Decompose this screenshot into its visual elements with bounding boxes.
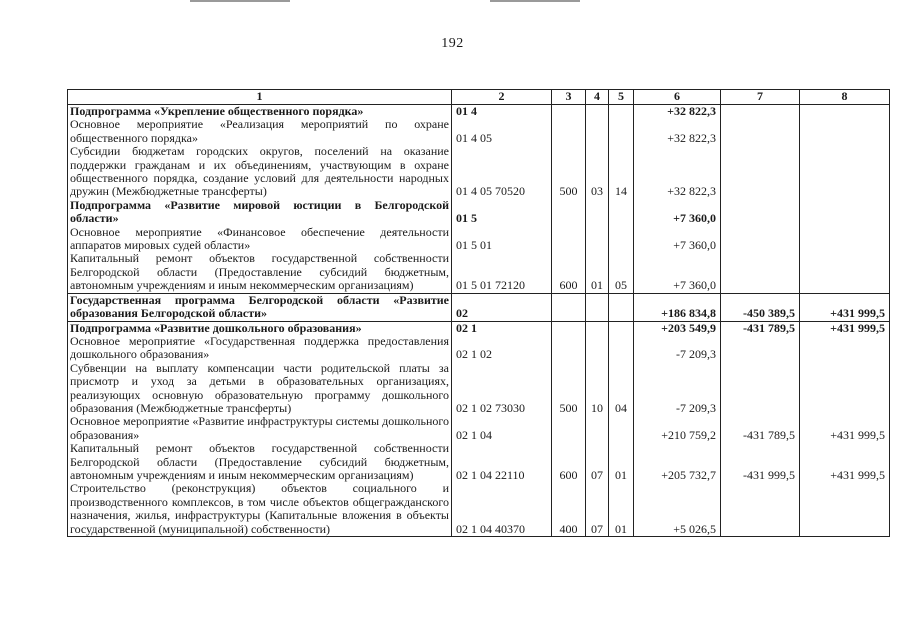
row-section: 03: [586, 145, 609, 199]
row-section: [586, 415, 609, 442]
row-amount-col8: [800, 362, 890, 416]
table-row: [68, 252, 890, 293]
row-section: 07: [586, 442, 609, 482]
row-amount-col6: +210 759,2: [634, 415, 721, 442]
table-header-row: [68, 90, 890, 105]
row-code: 01 5 01: [452, 226, 552, 253]
row-amount-col6: +5 026,5: [634, 482, 721, 536]
row-subsection: 01: [609, 442, 634, 482]
row-code: 01 4 05: [452, 118, 552, 145]
table-row: [68, 145, 890, 199]
row-code: 02 1 02: [452, 335, 552, 362]
row-amount-col8: +431 999,5: [800, 321, 890, 335]
table-body: [68, 105, 890, 537]
row-section: 10: [586, 362, 609, 416]
row-section: [586, 226, 609, 253]
row-amount-col7: [721, 226, 800, 253]
row-expense-type: 400: [552, 482, 586, 536]
column-header: 7: [721, 90, 800, 105]
row-amount-col8: [800, 199, 890, 226]
row-amount-col8: [800, 482, 890, 536]
row-expense-type: [552, 118, 586, 145]
column-header: 5: [609, 90, 634, 105]
row-amount-col6: -7 209,3: [634, 335, 721, 362]
row-amount-col7: [721, 105, 800, 119]
row-name: Основное мероприятие «Финансовое обеспечение деятельности аппаратов мировых судей области»: [68, 226, 452, 253]
row-expense-type: [552, 321, 586, 335]
row-amount-col8: +431 999,5: [800, 415, 890, 442]
row-section: 07: [586, 482, 609, 536]
row-code: 01 4: [452, 105, 552, 119]
row-name: Субсидии бюджетам городских округов, поселений на оказание поддержки гражданам и их объединениям, участвующим в охране общественного порядка, создание условий для деятельности народных дружин (Межбюджетные трансферты): [68, 145, 452, 199]
row-expense-type: [552, 335, 586, 362]
row-amount-col7: -431 789,5: [721, 321, 800, 335]
column-header: 8: [800, 90, 890, 105]
row-expense-type: [552, 226, 586, 253]
column-header: 2: [452, 90, 552, 105]
row-expense-type: [552, 415, 586, 442]
row-expense-type: [552, 199, 586, 226]
row-amount-col8: [800, 118, 890, 145]
row-expense-type: 500: [552, 362, 586, 416]
row-subsection: [609, 293, 634, 321]
row-expense-type: [552, 105, 586, 119]
row-amount-col6: +7 360,0: [634, 226, 721, 253]
row-amount-col8: [800, 335, 890, 362]
row-amount-col6: +7 360,0: [634, 252, 721, 293]
row-subsection: 05: [609, 252, 634, 293]
column-header: 3: [552, 90, 586, 105]
row-section: 01: [586, 252, 609, 293]
row-code: 01 5 01 72120: [452, 252, 552, 293]
row-amount-col7: [721, 335, 800, 362]
row-amount-col6: +203 549,9: [634, 321, 721, 335]
row-name: Подпрограмма «Развитие мировой юстиции в Белгородской области»: [68, 199, 452, 226]
table-row: [68, 415, 890, 442]
row-subsection: [609, 415, 634, 442]
table-row: [68, 118, 890, 145]
row-amount-col7: [721, 362, 800, 416]
row-name: Строительство (реконструкция) объектов социального и производственного комплексов, в том числе объектов общегражданского назначения, жилья, инфраструктуры (Капитальные вложения в объекты государственной (муниципальной) собственности): [68, 482, 452, 536]
row-name: Подпрограмма «Развитие дошкольного образования»: [68, 321, 452, 335]
row-subsection: [609, 226, 634, 253]
row-amount-col8: [800, 252, 890, 293]
column-header: 6: [634, 90, 721, 105]
row-code: 01 4 05 70520: [452, 145, 552, 199]
row-subsection: [609, 105, 634, 119]
row-name: Капитальный ремонт объектов государственной собственности Белгородской области (Предоставление субсидий бюджетным, автономным учреждениям и иным некоммерческим организациям): [68, 442, 452, 482]
row-name: Субвенции на выплату компенсации части родительской платы за присмотр и уход за детьми в образовательных организациях, реализующих основную образовательную программу дошкольного образования (Межбюджетные трансферты): [68, 362, 452, 416]
row-subsection: 14: [609, 145, 634, 199]
row-amount-col7: [721, 118, 800, 145]
top-edge-line-left: [190, 0, 290, 2]
row-section: [586, 105, 609, 119]
row-subsection: 04: [609, 362, 634, 416]
table-row: [68, 105, 890, 119]
row-section: [586, 335, 609, 362]
row-amount-col8: [800, 145, 890, 199]
row-amount-col8: +431 999,5: [800, 293, 890, 321]
row-amount-col6: +205 732,7: [634, 442, 721, 482]
row-amount-col7: [721, 145, 800, 199]
row-amount-col6: +32 822,3: [634, 105, 721, 119]
row-name: Подпрограмма «Укрепление общественного порядка»: [68, 105, 452, 119]
row-expense-type: [552, 293, 586, 321]
row-code: 02: [452, 293, 552, 321]
row-amount-col7: [721, 252, 800, 293]
row-amount-col8: [800, 105, 890, 119]
row-subsection: [609, 335, 634, 362]
row-subsection: [609, 118, 634, 145]
row-code: 02 1 02 73030: [452, 362, 552, 416]
row-amount-col7: [721, 199, 800, 226]
row-amount-col6: +7 360,0: [634, 199, 721, 226]
row-subsection: [609, 321, 634, 335]
row-code: 02 1 04 22110: [452, 442, 552, 482]
row-section: [586, 293, 609, 321]
row-amount-col8: [800, 226, 890, 253]
row-code: 02 1 04 40370: [452, 482, 552, 536]
row-expense-type: 500: [552, 145, 586, 199]
top-edge-line-right: [490, 0, 580, 2]
column-header: 1: [68, 90, 452, 105]
row-code: 02 1 04: [452, 415, 552, 442]
row-amount-col7: [721, 482, 800, 536]
budget-table: [67, 89, 890, 537]
row-name: Государственная программа Белгородской области «Развитие образования Белгородской области»: [68, 293, 452, 321]
row-amount-col6: +32 822,3: [634, 118, 721, 145]
row-expense-type: 600: [552, 252, 586, 293]
row-expense-type: 600: [552, 442, 586, 482]
row-section: [586, 118, 609, 145]
row-amount-col7: -431 999,5: [721, 442, 800, 482]
row-amount-col7: -431 789,5: [721, 415, 800, 442]
row-name: Капитальный ремонт объектов государственной собственности Белгородской области (Предоставление субсидий бюджетным, автономным учреждениям и иным некоммерческим организациям): [68, 252, 452, 293]
row-subsection: [609, 199, 634, 226]
table-row: [68, 293, 890, 321]
row-amount-col6: +186 834,8: [634, 293, 721, 321]
row-code: 02 1: [452, 321, 552, 335]
row-amount-col6: +32 822,3: [634, 145, 721, 199]
row-amount-col7: -450 389,5: [721, 293, 800, 321]
table-row: [68, 482, 890, 536]
column-header: 4: [586, 90, 609, 105]
table-row: [68, 362, 890, 416]
table-row: [68, 226, 890, 253]
row-subsection: 01: [609, 482, 634, 536]
row-section: [586, 321, 609, 335]
row-name: Основное мероприятие «Реализация мероприятий по охране общественного порядка»: [68, 118, 452, 145]
row-code: 01 5: [452, 199, 552, 226]
table-row: [68, 321, 890, 335]
page-number: 192: [441, 36, 464, 51]
row-section: [586, 199, 609, 226]
row-amount-col8: +431 999,5: [800, 442, 890, 482]
table-row: [68, 199, 890, 226]
table-row: [68, 335, 890, 362]
row-name: Основное мероприятие «Развитие инфраструктуры системы дошкольного образования»: [68, 415, 452, 442]
row-name: Основное мероприятие «Государственная поддержка предоставления дошкольного образования»: [68, 335, 452, 362]
row-amount-col6: -7 209,3: [634, 362, 721, 416]
table-row: [68, 442, 890, 482]
